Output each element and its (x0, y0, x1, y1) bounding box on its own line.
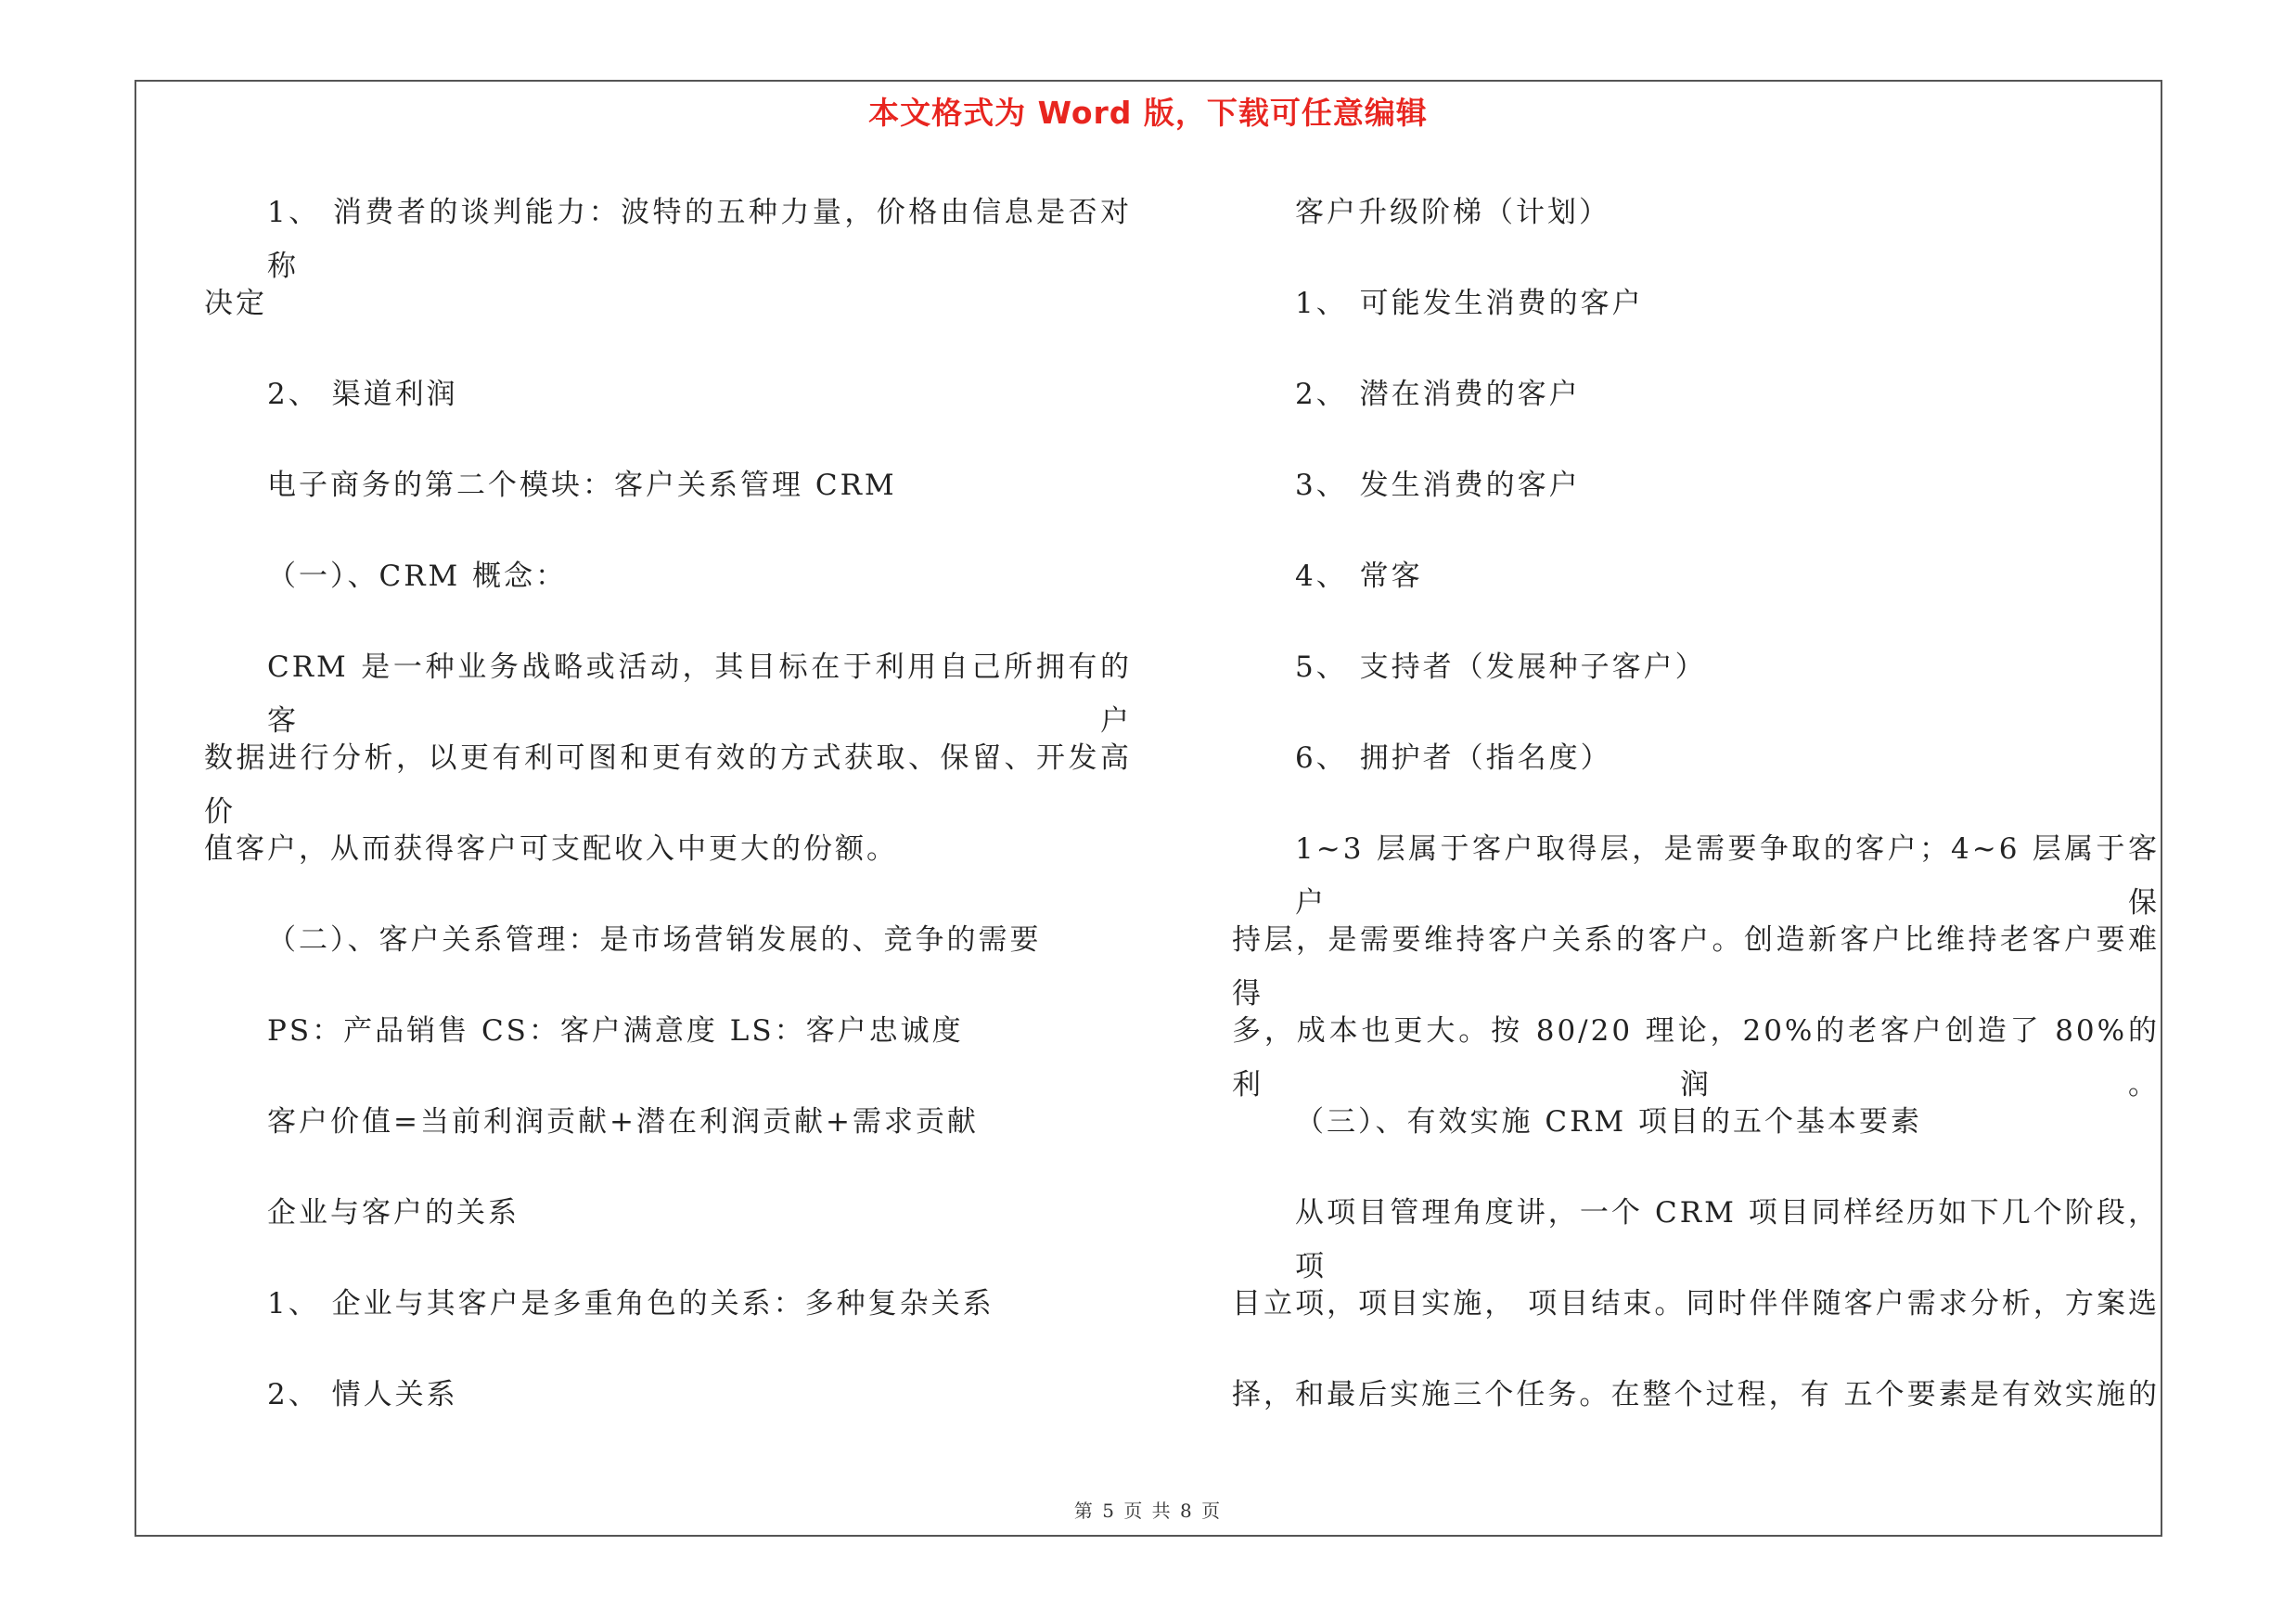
left-line-11: 客户价值=当前利润贡献+潜在利润贡献+需求贡献 (267, 1105, 979, 1139)
right-line-11: （三）、有效实施 CRM 项目的五个基本要素 (1295, 1105, 1923, 1139)
right-line-5: 4、 常客 (1295, 560, 1423, 593)
format-banner: 本文格式为 Word 版，下载可任意编辑 (868, 95, 1428, 131)
right-line-9: 持层，是需要维持客户关系的客户。创造新客户比维持老客户要难得 (1232, 923, 2160, 1011)
left-column (204, 186, 1132, 1459)
left-line-12: 企业与客户的关系 (267, 1196, 519, 1230)
right-column (1232, 186, 2160, 1459)
right-line-13: 目立项，项目实施， 项目结束。同时伴伴随客户需求分析，方案选 (1232, 1287, 2160, 1320)
right-line-6: 5、 支持者（发展种子客户） (1295, 650, 1707, 684)
right-line-7: 6、 拥护者（指名度） (1295, 741, 1612, 775)
left-line-1: 1、 消费者的谈判能力：波特的五种力量，价格由信息是否对称 (267, 196, 1132, 283)
left-line-2: 决定 (204, 287, 267, 320)
right-line-4: 3、 发生消费的客户 (1295, 469, 1581, 502)
left-line-13: 1、 企业与其客户是多重角色的关系：多种复杂关系 (267, 1287, 994, 1320)
left-line-4: 电子商务的第二个模块：客户关系管理 CRM (267, 469, 897, 502)
left-line-8: 值客户，从而获得客户可支配收入中更大的份额。 (204, 832, 898, 866)
left-line-10: PS：产品销售 CS：客户满意度 LS：客户忠诚度 (267, 1014, 964, 1048)
right-line-10: 多，成本也更大。按 80/20 理论，20%的老客户创造了 80%的利润。 (1232, 1014, 2160, 1101)
left-line-5: （一）、CRM 概念： (267, 560, 568, 593)
page-number: 第 5 页 共 8 页 (1073, 1500, 1223, 1522)
right-line-1: 客户升级阶梯（计划） (1295, 196, 1610, 229)
left-line-14: 2、 情人关系 (267, 1378, 458, 1411)
right-line-2: 1、 可能发生消费的客户 (1295, 287, 1644, 320)
right-line-12: 从项目管理角度讲，一个 CRM 项目同样经历如下几个阶段， 项 (1295, 1196, 2160, 1283)
right-line-8: 1~3 层属于客户取得层，是需要争取的客户；4~6 层属于客户保 (1295, 832, 2160, 920)
left-line-6: CRM 是一种业务战略或活动，其目标在于利用自己所拥有的客户 (267, 650, 1132, 738)
right-line-14: 择，和最后实施三个任务。在整个过程，有 五个要素是有效实施的 (1232, 1378, 2160, 1411)
left-line-9: （二）、客户关系管理：是市场营销发展的、竞争的需要 (267, 923, 1042, 957)
left-line-7: 数据进行分析，以更有利可图和更有效的方式获取、保留、开发高价 (204, 741, 1132, 829)
right-line-3: 2、 潜在消费的客户 (1295, 378, 1581, 411)
left-line-3: 2、 渠道利润 (267, 378, 458, 411)
